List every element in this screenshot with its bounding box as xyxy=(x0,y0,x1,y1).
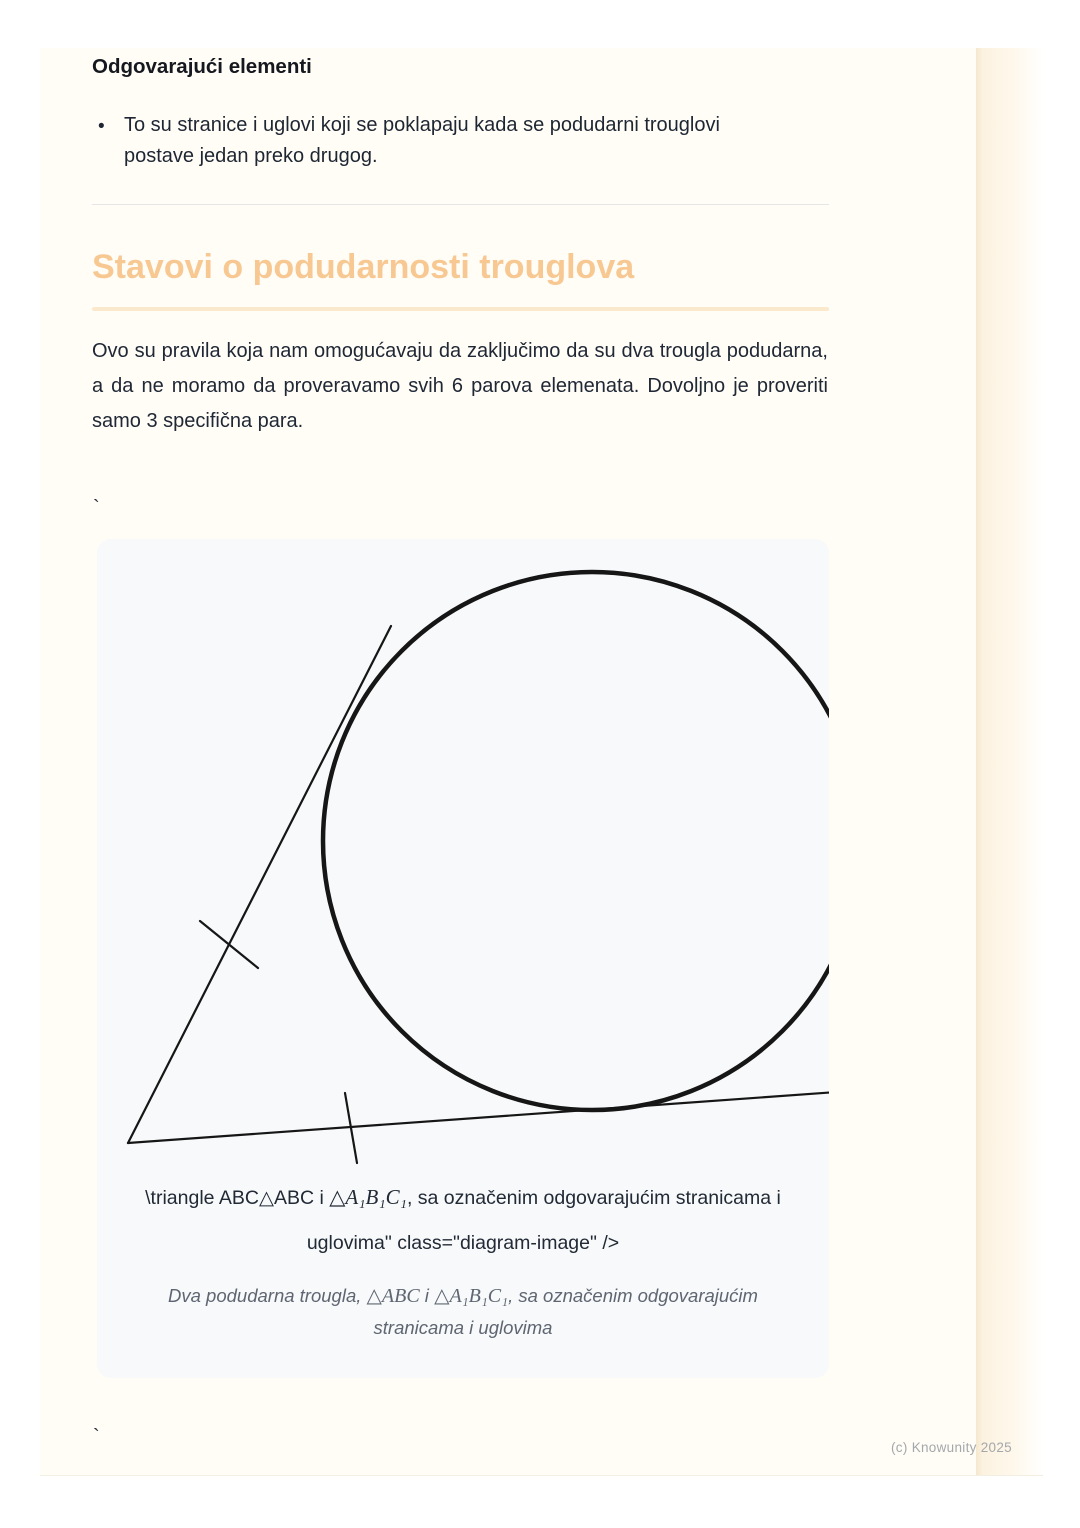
bullet-marker: • xyxy=(98,116,105,137)
caption-raw-segment-2: , sa označenim odgovarajućim stranicama i uglovima" class="diagram-image" /> xyxy=(306,1187,781,1254)
bullet-list-item xyxy=(98,110,778,172)
document-sheet xyxy=(40,48,1043,1476)
caption-math-triangle-abc: △ABC xyxy=(366,1285,420,1307)
stray-backtick-top: ` xyxy=(93,497,100,519)
caption-segment-2: i xyxy=(419,1285,435,1306)
left-side-line xyxy=(128,626,391,1143)
section-divider xyxy=(92,204,829,205)
stray-backtick-bottom: ` xyxy=(93,1426,100,1448)
subheading-odgovarajuci-elementi: Odgovarajući elementi xyxy=(92,55,312,78)
left-side-tick-mark xyxy=(200,921,258,968)
copyright-notice: (c) Knowunity 2025 xyxy=(891,1440,1012,1455)
intro-paragraph: Ovo su pravila koja nam omogućavaju da zaključimo da su dva trougla podudarna, a da ne moramo da proveravamo svih 6 parova elemenata. Dovoljno je proveriti samo 3 specifična para. xyxy=(92,340,828,432)
caption-segment-1: Dva podudarna trougla, xyxy=(168,1285,367,1306)
figure-caption-raw xyxy=(118,1175,808,1266)
right-accent-band xyxy=(976,48,1043,1475)
figure-card xyxy=(97,539,829,1378)
caption-math-triangle-a1b1c1: △A₁B₁C₁ xyxy=(434,1285,509,1307)
bullet-item-text: To su stranice i uglovi koji se poklapaju kada se podudarni trouglovi postave jedan preko drugog. xyxy=(124,114,720,167)
figure-caption xyxy=(133,1280,793,1343)
circle-shape xyxy=(323,572,829,1110)
heading-underline xyxy=(92,307,829,311)
caption-raw-segment-1: \triangle ABC△ABC i xyxy=(145,1187,330,1209)
caption-raw-math-triangle-a1b1c1: △A₁B₁C₁ xyxy=(329,1185,407,1209)
main-heading: Stavovi o podudarnosti trouglova xyxy=(92,248,635,286)
caption-segment-3: , sa označenim odgovarajućim stranicama i uglovima xyxy=(373,1285,758,1338)
base-line xyxy=(128,1091,829,1143)
triangle-circle-diagram xyxy=(97,539,829,1167)
